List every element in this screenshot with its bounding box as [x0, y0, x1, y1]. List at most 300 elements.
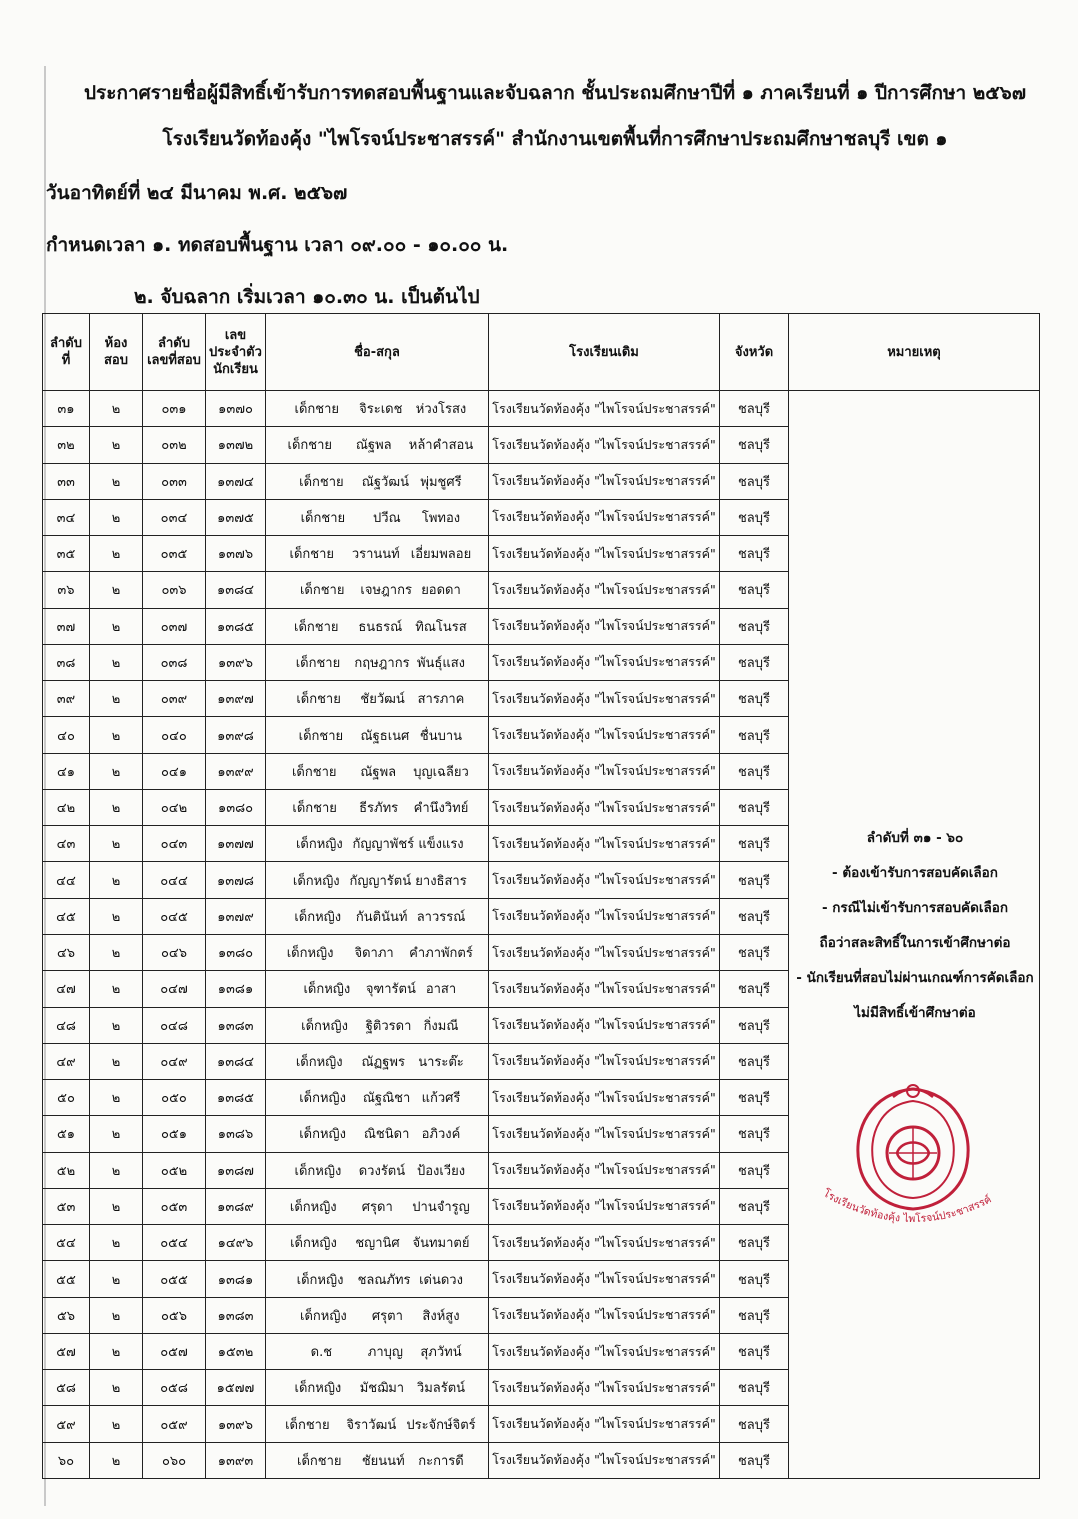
- cell-student-id: ๑๓๗๔: [206, 463, 266, 499]
- first-name: ชลณภัทร: [357, 1272, 411, 1288]
- cell-province: ชลบุรี: [720, 1043, 789, 1079]
- cell-no: ๕๔: [43, 1225, 90, 1261]
- cell-student-id: ๑๓๘๐: [206, 789, 266, 825]
- cell-province: ชลบุรี: [720, 644, 789, 680]
- cell-province: ชลบุรี: [720, 499, 789, 535]
- name-prefix: เด็กหญิง: [290, 1236, 337, 1252]
- name-prefix: เด็กชาย: [299, 474, 344, 490]
- cell-room: ๒: [90, 1370, 143, 1406]
- cell-no: ๔๓: [43, 826, 90, 862]
- cell-no: ๕๐: [43, 1080, 90, 1116]
- col-header-exam-no: ลำดับ เลขที่สอบ: [143, 314, 206, 391]
- cell-exam-no: ๐๕๕: [143, 1261, 206, 1297]
- name-prefix: เด็กหญิง: [299, 1127, 346, 1143]
- name-prefix: เด็กหญิง: [295, 1054, 343, 1070]
- cell-student-id: ๑๓๗๕: [206, 499, 266, 535]
- cell-school: โรงเรียนวัดท้องคุ้ง "ไพโรจน์ประชาสรรค์": [489, 1297, 720, 1333]
- cell-school: โรงเรียนวัดท้องคุ้ง "ไพโรจน์ประชาสรรค์": [489, 753, 720, 789]
- cell-room: ๒: [90, 681, 143, 717]
- cell-student-id: ๑๓๘๙: [206, 1188, 266, 1224]
- first-name: ธนธรณ์: [358, 619, 403, 635]
- first-name: ธีรภัทร: [359, 801, 399, 817]
- cell-exam-no: ๐๓๕: [143, 536, 206, 572]
- cell-exam-no: ๐๕๔: [143, 1225, 206, 1261]
- cell-province: ชลบุรี: [720, 826, 789, 862]
- cell-name: [266, 499, 489, 535]
- name-prefix: เด็กชาย: [297, 1453, 342, 1469]
- cell-room: ๒: [90, 753, 143, 789]
- cell-room: ๒: [90, 898, 143, 934]
- cell-student-id: ๑๓๘๑: [206, 971, 266, 1007]
- title-line-1: ประกาศรายชื่อผู้มีสิทธิ์เข้ารับการทดสอบพื้นฐานและจับฉลาก ชั้นประถมศึกษาปีที่ ๑ ภาคเรียนที่ ๑ ปีการศึกษา ๒๕๖๗: [83, 82, 1027, 104]
- cell-no: ๕๗: [43, 1333, 90, 1369]
- cell-student-id: ๑๕๓๒: [206, 1333, 266, 1369]
- first-name: เจษฎากร: [360, 583, 412, 599]
- cell-exam-no: ๐๓๑: [143, 391, 206, 427]
- schedule-line-1: กำหนดเวลา ๑. ทดสอบพื้นฐาน เวลา ๐๙.๐๐ - ๑๐.๐๐ น.: [46, 234, 509, 256]
- name-prefix: เด็กชาย: [287, 438, 333, 454]
- cell-room: ๒: [90, 1152, 143, 1188]
- table-header-row: [43, 314, 1040, 391]
- cell-name: [266, 789, 489, 825]
- cell-province: ชลบุรี: [720, 1080, 789, 1116]
- cell-province: ชลบุรี: [720, 1333, 789, 1369]
- last-name: ยางธิสาร: [415, 873, 467, 889]
- cell-province: ชลบุรี: [720, 717, 789, 753]
- name-prefix: เด็กหญิง: [303, 982, 351, 998]
- note-line: ลำดับที่ ๓๑ - ๖๐: [866, 830, 964, 846]
- cell-school: โรงเรียนวัดท้องคุ้ง "ไพโรจน์ประชาสรรค์": [489, 1188, 720, 1224]
- name-prefix: เด็กหญิง: [294, 909, 342, 925]
- cell-exam-no: ๐๕๓: [143, 1188, 206, 1224]
- last-name: ลาวรรณ์: [416, 909, 466, 925]
- cell-province: ชลบุรี: [720, 1442, 789, 1478]
- cell-exam-no: ๐๕๘: [143, 1370, 206, 1406]
- cell-no: ๕๖: [43, 1297, 90, 1333]
- cell-exam-no: ๐๔๕: [143, 898, 206, 934]
- cell-province: ชลบุรี: [720, 971, 789, 1007]
- col-header-room: ห้องสอบ: [90, 314, 143, 391]
- cell-school: โรงเรียนวัดท้องคุ้ง "ไพโรจน์ประชาสรรค์": [489, 862, 720, 898]
- cell-room: ๒: [90, 934, 143, 970]
- name-prefix: เด็กหญิง: [292, 873, 340, 889]
- cell-exam-no: ๐๔๘: [143, 1007, 206, 1043]
- last-name: เด่นดวง: [419, 1272, 463, 1288]
- cell-exam-no: ๐๖๐: [143, 1442, 206, 1478]
- notes-cell: [789, 391, 1040, 1479]
- cell-student-id: ๑๓๙๖: [206, 1406, 266, 1442]
- name-prefix: เด็กหญิง: [295, 837, 343, 853]
- cell-no: ๔๖: [43, 934, 90, 970]
- last-name: แข็งแรง: [418, 837, 464, 853]
- cell-no: ๔๗: [43, 971, 90, 1007]
- name-prefix: เด็กชาย: [299, 583, 345, 599]
- cell-no: ๓๕: [43, 536, 90, 572]
- cell-room: ๒: [90, 1080, 143, 1116]
- last-name: กิ่งมณี: [423, 1018, 459, 1034]
- cell-name: [266, 1043, 489, 1079]
- cell-student-id: ๑๓๗๖: [206, 536, 266, 572]
- cell-province: ชลบุรี: [720, 1116, 789, 1152]
- cell-student-id: ๑๓๗๗: [206, 826, 266, 862]
- cell-school: โรงเรียนวัดท้องคุ้ง "ไพโรจน์ประชาสรรค์": [489, 536, 720, 572]
- cell-exam-no: ๐๓๓: [143, 463, 206, 499]
- cell-name: [266, 1406, 489, 1442]
- cell-student-id: ๑๓๘๔: [206, 1043, 266, 1079]
- name-prefix: เด็กชาย: [296, 692, 341, 708]
- cell-student-id: ๑๔๙๖: [206, 1225, 266, 1261]
- last-name: ห่วงโรสง: [415, 402, 467, 418]
- cell-name: [266, 1080, 489, 1116]
- cell-province: ชลบุรี: [720, 536, 789, 572]
- cell-name: [266, 1442, 489, 1478]
- first-name: จิระเดช: [359, 402, 403, 418]
- cell-school: โรงเรียนวัดท้องคุ้ง "ไพโรจน์ประชาสรรค์": [489, 1007, 720, 1043]
- last-name: พันธุ์แสง: [416, 655, 466, 671]
- first-name: กัญญารัตน์: [349, 873, 412, 889]
- cell-exam-no: ๐๔๑: [143, 753, 206, 789]
- cell-student-id: ๑๓๘๔: [206, 572, 266, 608]
- cell-school: โรงเรียนวัดท้องคุ้ง "ไพโรจน์ประชาสรรค์": [489, 1043, 720, 1079]
- cell-name: [266, 753, 489, 789]
- name-prefix: เด็กหญิง: [296, 1272, 344, 1288]
- col-header-student-id: เลข ประจำตัว นักเรียน: [206, 314, 266, 391]
- cell-room: ๒: [90, 826, 143, 862]
- first-name: จิดาภา: [354, 946, 394, 962]
- cell-province: ชลบุรี: [720, 427, 789, 463]
- name-prefix: เด็กหญิง: [294, 1163, 342, 1179]
- last-name: คำภาพักตร์: [409, 946, 473, 962]
- cell-room: ๒: [90, 644, 143, 680]
- cell-room: ๒: [90, 1406, 143, 1442]
- cell-school: โรงเรียนวัดท้องคุ้ง "ไพโรจน์ประชาสรรค์": [489, 717, 720, 753]
- cell-no: ๓๒: [43, 427, 90, 463]
- cell-student-id: ๑๓๗๒: [206, 427, 266, 463]
- name-prefix: เด็กหญิง: [289, 1199, 337, 1215]
- first-name: จุฑารัตน์: [365, 982, 416, 998]
- cell-no: ๓๘: [43, 644, 90, 680]
- cell-exam-no: ๐๔๔: [143, 862, 206, 898]
- cell-school: โรงเรียนวัดท้องคุ้ง "ไพโรจน์ประชาสรรค์": [489, 1152, 720, 1188]
- last-name: วิมลรัตน์: [416, 1381, 466, 1397]
- cell-name: [266, 572, 489, 608]
- cell-exam-no: ๐๔๗: [143, 971, 206, 1007]
- cell-exam-no: ๐๕๐: [143, 1080, 206, 1116]
- first-name: ชญานิศ: [355, 1236, 400, 1252]
- cell-school: โรงเรียนวัดท้องคุ้ง "ไพโรจน์ประชาสรรค์": [489, 608, 720, 644]
- title-line-2: โรงเรียนวัดท้องคุ้ง "ไพโรจน์ประชาสรรค์" สำนักงานเขตพื้นที่การศึกษาประถมศึกษาชลบุรี เขต ๑: [162, 128, 948, 150]
- cell-province: ชลบุรี: [720, 862, 789, 898]
- cell-student-id: ๑๕๗๗: [206, 1370, 266, 1406]
- first-name: ฐิติวรดา: [365, 1018, 412, 1034]
- last-name: โพทอง: [421, 510, 461, 526]
- cell-province: ชลบุรี: [720, 1370, 789, 1406]
- cell-name: [266, 1333, 489, 1369]
- cell-school: โรงเรียนวัดท้องคุ้ง "ไพโรจน์ประชาสรรค์": [489, 1406, 720, 1442]
- first-name: ชัยนนท์: [361, 1453, 405, 1469]
- name-prefix: ด.ช: [310, 1345, 333, 1361]
- name-prefix: เด็กหญิง: [301, 1018, 348, 1034]
- cell-exam-no: ๐๔๒: [143, 789, 206, 825]
- first-name: ดวงรัตน์: [358, 1163, 406, 1179]
- cell-student-id: ๑๓๘๓: [206, 1007, 266, 1043]
- cell-name: [266, 644, 489, 680]
- cell-no: ๕๑: [43, 1116, 90, 1152]
- cell-student-id: ๑๓๗๘: [206, 862, 266, 898]
- cell-student-id: ๑๓๘๑: [206, 1261, 266, 1297]
- cell-name: [266, 1261, 489, 1297]
- cell-student-id: ๑๓๙๘: [206, 717, 266, 753]
- name-prefix: เด็กชาย: [298, 728, 344, 744]
- cell-school: โรงเรียนวัดท้องคุ้ง "ไพโรจน์ประชาสรรค์": [489, 1080, 720, 1116]
- cell-province: ชลบุรี: [720, 608, 789, 644]
- cell-school: โรงเรียนวัดท้องคุ้ง "ไพโรจน์ประชาสรรค์": [489, 499, 720, 535]
- cell-room: ๒: [90, 536, 143, 572]
- cell-no: ๔๙: [43, 1043, 90, 1079]
- cell-no: ๔๘: [43, 1007, 90, 1043]
- cell-no: ๔๑: [43, 753, 90, 789]
- cell-room: ๒: [90, 1261, 143, 1297]
- notes-block: [795, 821, 1035, 1031]
- cell-room: ๒: [90, 1442, 143, 1478]
- cell-school: โรงเรียนวัดท้องคุ้ง "ไพโรจน์ประชาสรรค์": [489, 572, 720, 608]
- first-name: ณัฐธเนศ: [360, 728, 410, 744]
- cell-no: ๓๖: [43, 572, 90, 608]
- cell-province: ชลบุรี: [720, 1007, 789, 1043]
- first-name: ณัฐพล: [360, 764, 397, 780]
- name-prefix: เด็กหญิง: [286, 946, 334, 962]
- cell-no: ๔๐: [43, 717, 90, 753]
- cell-room: ๒: [90, 1188, 143, 1224]
- school-seal-icon: [801, 1081, 1025, 1251]
- last-name: ทิณโนรส: [415, 619, 467, 635]
- cell-room: ๒: [90, 789, 143, 825]
- cell-school: โรงเรียนวัดท้องคุ้ง "ไพโรจน์ประชาสรรค์": [489, 391, 720, 427]
- col-header-school: โรงเรียนเดิม: [489, 314, 720, 391]
- first-name: ปวีณ: [373, 510, 401, 526]
- cell-name: [266, 463, 489, 499]
- cell-name: [266, 1116, 489, 1152]
- first-name: ณัฏฐพร: [361, 1054, 405, 1070]
- cell-no: ๕๓: [43, 1188, 90, 1224]
- cell-name: [266, 862, 489, 898]
- cell-name: [266, 391, 489, 427]
- cell-name: [266, 536, 489, 572]
- cell-exam-no: ๐๔๖: [143, 934, 206, 970]
- cell-exam-no: ๐๓๘: [143, 644, 206, 680]
- cell-name: [266, 608, 489, 644]
- svg-text:โรงเรียนวัดท้องคุ้ง ไพโรจน์ประ: [821, 1187, 993, 1226]
- cell-exam-no: ๐๕๙: [143, 1406, 206, 1442]
- last-name: ชื่นบาน: [419, 728, 463, 744]
- cell-school: โรงเรียนวัดท้องคุ้ง "ไพโรจน์ประชาสรรค์": [489, 971, 720, 1007]
- cell-name: [266, 427, 489, 463]
- note-line: ไม่มีสิทธิ์เข้าศึกษาต่อ: [854, 1005, 976, 1021]
- last-name: ยอดดา: [421, 583, 461, 599]
- cell-exam-no: ๐๕๒: [143, 1152, 206, 1188]
- note-line: - ต้องเข้ารับการสอบคัดเลือก: [832, 865, 998, 881]
- cell-room: ๒: [90, 572, 143, 608]
- name-prefix: เด็กหญิง: [299, 1091, 346, 1107]
- cell-no: ๓๔: [43, 499, 90, 535]
- note-line: - นักเรียนที่สอบไม่ผ่านเกณฑ์การคัดเลือก: [796, 970, 1034, 986]
- cell-exam-no: ๐๔๙: [143, 1043, 206, 1079]
- cell-room: ๒: [90, 427, 143, 463]
- cell-school: โรงเรียนวัดท้องคุ้ง "ไพโรจน์ประชาสรรค์": [489, 681, 720, 717]
- cell-exam-no: ๐๓๔: [143, 499, 206, 535]
- cell-name: [266, 1297, 489, 1333]
- first-name: กันตินันท์: [355, 909, 408, 925]
- cell-province: ชลบุรี: [720, 1297, 789, 1333]
- cell-name: [266, 1152, 489, 1188]
- cell-room: ๒: [90, 1007, 143, 1043]
- cell-province: ชลบุรี: [720, 1261, 789, 1297]
- first-name: ณัฐพล: [355, 438, 392, 454]
- cell-province: ชลบุรี: [720, 1188, 789, 1224]
- cell-room: ๒: [90, 1043, 143, 1079]
- first-name: ศรุตา: [371, 1308, 403, 1324]
- cell-no: ๖๐: [43, 1442, 90, 1478]
- cell-province: ชลบุรี: [720, 1406, 789, 1442]
- col-header-no: ลำดับที่: [43, 314, 90, 391]
- cell-no: ๓๓: [43, 463, 90, 499]
- cell-exam-no: ๐๔๐: [143, 717, 206, 753]
- cell-province: ชลบุรี: [720, 789, 789, 825]
- cell-room: ๒: [90, 1297, 143, 1333]
- cell-exam-no: ๐๕๑: [143, 1116, 206, 1152]
- cell-name: [266, 1007, 489, 1043]
- last-name: เอี่ยมพลอย: [410, 547, 472, 563]
- cell-student-id: ๑๓๙๖: [206, 644, 266, 680]
- name-prefix: เด็กหญิง: [294, 1381, 342, 1397]
- name-prefix: เด็กชาย: [285, 1417, 330, 1433]
- cell-room: ๒: [90, 499, 143, 535]
- cell-room: ๒: [90, 1333, 143, 1369]
- cell-school: โรงเรียนวัดท้องคุ้ง "ไพโรจน์ประชาสรรค์": [489, 1261, 720, 1297]
- note-line: ถือว่าสละสิทธิ์ในการเข้าศึกษาต่อ: [819, 935, 1011, 951]
- last-name: นาระต๊ะ: [418, 1054, 464, 1070]
- last-name: สิงห์สูง: [422, 1308, 460, 1324]
- cell-name: [266, 1370, 489, 1406]
- cell-exam-no: ๐๓๙: [143, 681, 206, 717]
- cell-province: ชลบุรี: [720, 681, 789, 717]
- cell-student-id: ๑๓๘๕: [206, 1080, 266, 1116]
- first-name: ณิชนิดา: [363, 1127, 410, 1143]
- cell-province: ชลบุรี: [720, 463, 789, 499]
- name-prefix: เด็กชาย: [294, 619, 339, 635]
- cell-no: ๕๘: [43, 1370, 90, 1406]
- cell-student-id: ๑๓๗๐: [206, 391, 266, 427]
- cell-name: [266, 1225, 489, 1261]
- name-prefix: เด็กชาย: [295, 655, 341, 671]
- cell-no: ๕๕: [43, 1261, 90, 1297]
- seal-ring-text: โรงเรียนวัดท้องคุ้ง ไพโรจน์ประชาสรรค์: [821, 1187, 994, 1226]
- name-prefix: เด็กชาย: [300, 510, 346, 526]
- last-name: จันทมาตย์: [412, 1236, 470, 1252]
- last-name: ประจักษ์จิตร์: [406, 1417, 476, 1433]
- col-header-notes: หมายเหตุ: [789, 314, 1040, 391]
- cell-school: โรงเรียนวัดท้องคุ้ง "ไพโรจน์ประชาสรรค์": [489, 1370, 720, 1406]
- last-name: กะการดี: [418, 1453, 464, 1469]
- cell-name: [266, 1188, 489, 1224]
- cell-student-id: ๑๓๙๙: [206, 753, 266, 789]
- cell-no: ๕๙: [43, 1406, 90, 1442]
- cell-student-id: ๑๓๘๕: [206, 608, 266, 644]
- first-name: ณัฐณิชา: [362, 1091, 411, 1107]
- cell-student-id: ๑๓๘๐: [206, 934, 266, 970]
- cell-school: โรงเรียนวัดท้องคุ้ง "ไพโรจน์ประชาสรรค์": [489, 644, 720, 680]
- cell-room: ๒: [90, 1116, 143, 1152]
- cell-room: ๒: [90, 463, 143, 499]
- cell-school: โรงเรียนวัดท้องคุ้ง "ไพโรจน์ประชาสรรค์": [489, 427, 720, 463]
- last-name: บุญเฉลียว: [413, 764, 469, 780]
- cell-exam-no: ๐๔๓: [143, 826, 206, 862]
- last-name: สุภวัทน์: [420, 1345, 462, 1361]
- col-header-province: จังหวัด: [720, 314, 789, 391]
- cell-room: ๒: [90, 862, 143, 898]
- roster-table: [42, 313, 1040, 1479]
- cell-room: ๒: [90, 717, 143, 753]
- note-line: - กรณีไม่เข้ารับการสอบคัดเลือก: [821, 900, 1009, 916]
- cell-school: โรงเรียนวัดท้องคุ้ง "ไพโรจน์ประชาสรรค์": [489, 898, 720, 934]
- cell-province: ชลบุรี: [720, 753, 789, 789]
- cell-province: ชลบุรี: [720, 898, 789, 934]
- last-name: อภิวงค์: [421, 1127, 461, 1143]
- cell-no: ๓๑: [43, 391, 90, 427]
- cell-room: ๒: [90, 971, 143, 1007]
- cell-student-id: ๑๓๘๓: [206, 1297, 266, 1333]
- cell-room: ๒: [90, 608, 143, 644]
- cell-student-id: ๑๓๗๙: [206, 898, 266, 934]
- cell-exam-no: ๐๕๖: [143, 1297, 206, 1333]
- last-name: หล้าคำสอน: [408, 438, 474, 454]
- cell-school: โรงเรียนวัดท้องคุ้ง "ไพโรจน์ประชาสรรค์": [489, 1225, 720, 1261]
- schedule-line-2: ๒. จับฉลาก เริ่มเวลา ๑๐.๓๐ น. เป็นต้นไป: [134, 286, 480, 308]
- cell-school: โรงเรียนวัดท้องคุ้ง "ไพโรจน์ประชาสรรค์": [489, 1333, 720, 1369]
- last-name: แก้วศรี: [421, 1091, 461, 1107]
- cell-name: [266, 934, 489, 970]
- cell-no: ๕๒: [43, 1152, 90, 1188]
- cell-school: โรงเรียนวัดท้องคุ้ง "ไพโรจน์ประชาสรรค์": [489, 463, 720, 499]
- cell-name: [266, 681, 489, 717]
- cell-name: [266, 971, 489, 1007]
- cell-province: ชลบุรี: [720, 934, 789, 970]
- cell-student-id: ๑๓๘๗: [206, 1152, 266, 1188]
- cell-no: ๓๙: [43, 681, 90, 717]
- cell-province: ชลบุรี: [720, 1225, 789, 1261]
- cell-school: โรงเรียนวัดท้องคุ้ง "ไพโรจน์ประชาสรรค์": [489, 789, 720, 825]
- first-name: มัชฌิมา: [359, 1381, 405, 1397]
- cell-room: ๒: [90, 1225, 143, 1261]
- first-name: จิราวัฒน์: [346, 1417, 397, 1433]
- cell-exam-no: ๐๕๗: [143, 1333, 206, 1369]
- name-prefix: เด็กหญิง: [300, 1308, 347, 1324]
- name-prefix: เด็กชาย: [294, 402, 340, 418]
- first-name: ศรุดา: [361, 1199, 393, 1215]
- last-name: อาสา: [425, 982, 457, 998]
- last-name: พุ่มชูศรี: [420, 474, 462, 490]
- name-prefix: เด็กชาย: [292, 801, 337, 817]
- name-prefix: เด็กชาย: [291, 764, 337, 780]
- cell-no: ๔๒: [43, 789, 90, 825]
- cell-exam-no: ๐๓๗: [143, 608, 206, 644]
- cell-exam-no: ๐๓๒: [143, 427, 206, 463]
- cell-school: โรงเรียนวัดท้องคุ้ง "ไพโรจน์ประชาสรรค์": [489, 826, 720, 862]
- cell-no: ๔๔: [43, 862, 90, 898]
- col-header-name: ชื่อ-สกุล: [266, 314, 489, 391]
- cell-school: โรงเรียนวัดท้องคุ้ง "ไพโรจน์ประชาสรรค์": [489, 1116, 720, 1152]
- first-name: วรานนท์: [351, 547, 400, 563]
